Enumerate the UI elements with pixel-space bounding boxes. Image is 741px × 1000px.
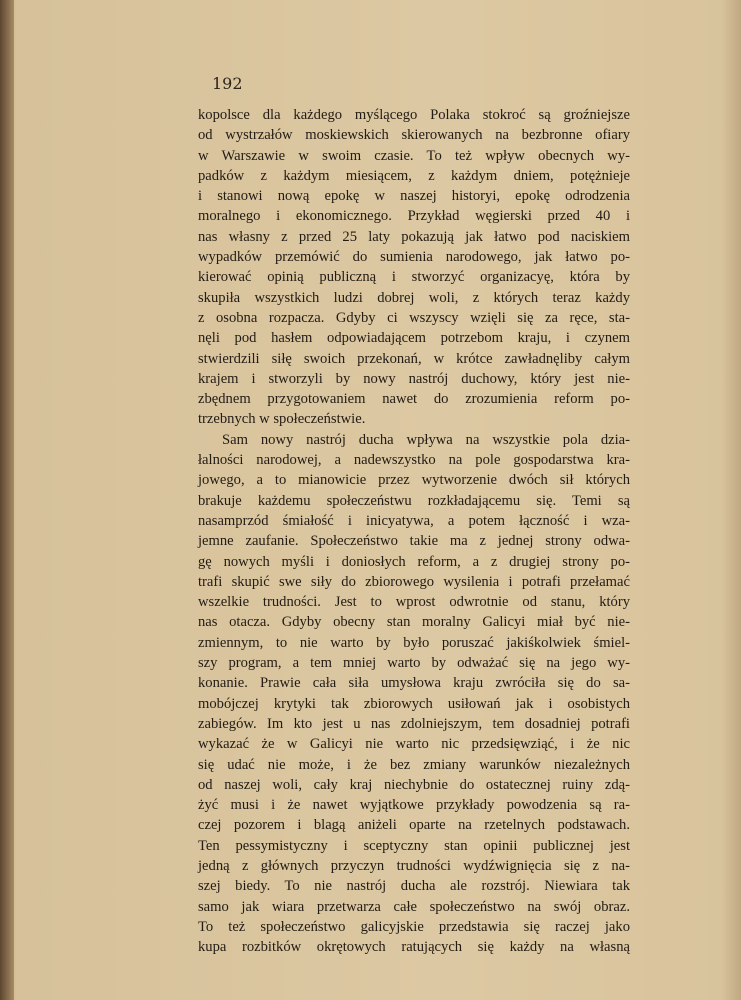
text-line: się udać nie może, i że bez zmiany warunków niezależnych [198,756,630,773]
page-edge-shading [721,0,741,1000]
text-line: z osobna rozpacza. Gdyby ci wszyscy wzięli się za ręce, sta- [198,309,630,326]
text-line: wykazać że w Galicyi nie warto nic przedsięwziąć, i że nic [198,736,630,753]
text-line: szy program, a tem mniej warto by odważać się na jego wy- [198,655,630,672]
text-line: To też społeczeństwo galicyjskie przedstawia się raczej jako [198,918,630,935]
text-line: brakuje każdemu społeczeństwu rozkładającemu się. Temi są [198,492,630,509]
text-line: jemne zaufanie. Społeczeństwo takie ma z jednej strony odwa- [198,533,630,550]
text-line: wszelkie trudności. Jest to wprost odwrotnie od stanu, który [198,594,630,611]
text-line: nasamprzód śmiałość i inicyatywa, a potem łączność i wza- [198,512,630,529]
text-line: padków z każdym miesiącem, z każdym dniem, potężnieje [198,167,630,184]
text-line: wypadków przemówić do sumienia narodowego, jak łatwo po- [198,249,630,266]
text-line: zmiennym, to nie warto by było poruszać jakiśkolwiek śmiel- [198,634,630,651]
text-line: Sam nowy nastrój ducha wpływa na wszystkie pola dzia- [222,431,630,448]
text-line: szej biedy. To nie nastrój ducha ale rozstrój. Niewiara tak [198,878,630,895]
text-line: kupa rozbitków okrętowych ratujących się każdy na własną [198,939,630,956]
text-line: skupiła wszystkich ludzi dobrej woli, z których teraz każdy [198,289,630,306]
text-line: zabiegów. Im kto jest u nas zdolniejszym, tem dosadniej potrafi [198,715,630,732]
text-line: stwierdzili siłę swoich przekonań, w krótce zawładnęliby całym [198,350,630,367]
text-line: czej pozorem i blagą aniżeli oparte na rzetelnych podstawach. [198,817,630,834]
text-line: Ten pessymistyczny i sceptyczny stan opinii publicznej jest [198,837,630,854]
text-line: kopolsce dla każdego myślącego Polaka stokroć są groźniejsze [198,107,630,123]
text-line: samo jak wiara przetwarza całe społeczeństwo na swój obraz. [198,898,630,915]
text-line: trafi skupić swe siły do zbiorowego wysilenia i potrafi przełamać [198,573,630,590]
text-line: gę nowych myśli i doniosłych reform, a z drugiej strony po- [198,553,630,570]
text-line: krajem i stworzyli by nowy nastrój duchowy, który jest nie- [198,370,630,387]
text-line: od naszej woli, cały kraj niechybnie do ostatecznej ruiny zdą- [198,776,630,793]
text-line: konanie. Prawie cała siła umysłowa kraju zwróciła się do sa- [198,675,630,692]
text-line: moralnego i ekonomicznego. Przykład węgierski przed 40 i [198,208,630,225]
page-gutter [0,0,14,1000]
text-line: jowego, a to mianowicie przez wytworzenie dwóch sił których [198,472,630,489]
body-text [198,105,630,957]
text-line: łalności narodowej, a nadewszystko na pole gospodarstwa kra- [198,452,630,469]
text-line: mobójczej krytyki tak zbiorowych usiłowań jak i osobistych [198,695,630,712]
text-line: nęli pod hasłem odpowiadającem potrzebom kraju, i czynem [198,330,630,347]
text-line: kierować opinią publiczną i stworzyć organizacyę, która by [198,269,630,286]
text-line: trzebnych w społeczeństwie. [198,411,366,428]
text-line: żyć musi i że nawet wyjątkowe przykłady powodzenia są ra- [198,797,630,814]
page-number: 192 [212,74,243,93]
text-line: od wystrzałów moskiewskich skierowanych na bezbronne ofiary [198,127,630,144]
text-line: nas otacza. Gdyby obecny stan moralny Galicyi miał być nie- [198,614,630,631]
text-line: nas własny z przed 25 laty pokazują jak łatwo pod naciskiem [198,228,630,245]
text-line: w Warszawie w swoim czasie. To też wpływ obecnych wy- [198,147,630,164]
text-line: i stanowi nową epokę w naszej historyi, epokę odrodzenia [198,188,630,205]
text-line: jedną z głównych przyczyn trudności wydźwignięcia się z na- [198,857,630,874]
text-line: zbędnem przygotowaniem nawet do zrozumienia reform po- [198,391,630,408]
